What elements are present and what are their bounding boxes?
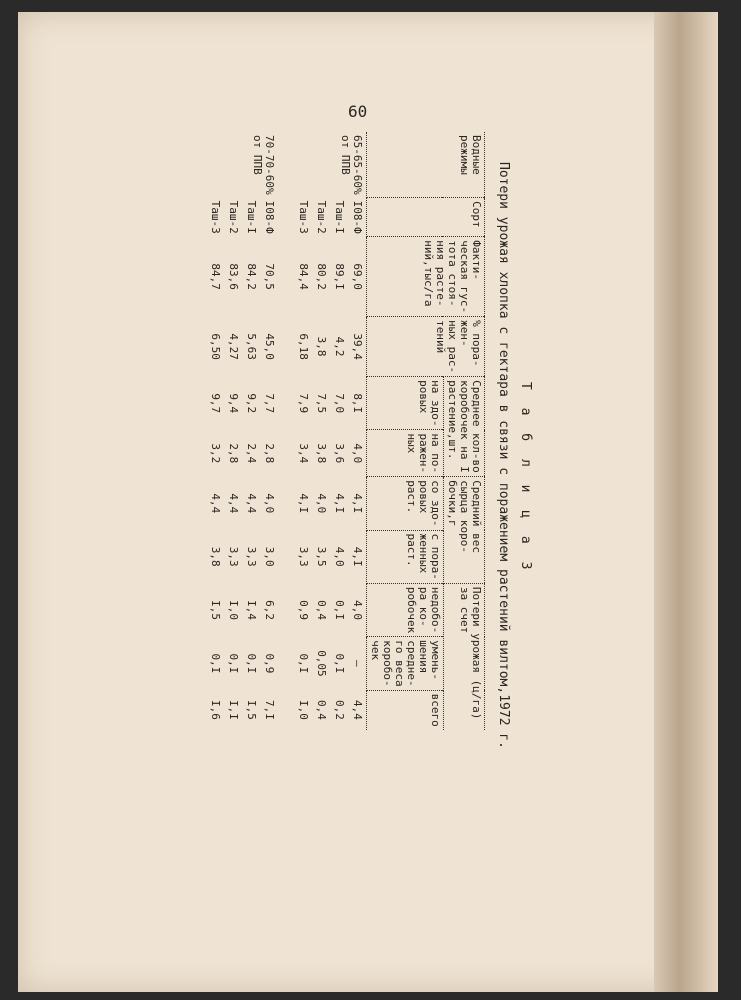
weight-affected-cell: 3,3 <box>245 546 258 567</box>
affected-cell: 6,18 <box>297 333 310 360</box>
bolls-healthy-cell: 7,5 <box>315 393 328 414</box>
loss-weight-cell: 0,05 <box>315 650 328 677</box>
water-regime-cell: 65-65-60% от ППВ <box>339 135 364 195</box>
weight-healthy-cell: 4,I <box>333 493 346 514</box>
table-row <box>242 132 260 730</box>
header-variety: Сорт <box>367 198 485 237</box>
weight-healthy-cell: 4,0 <box>315 493 328 514</box>
bolls-affected-cell: 3,2 <box>209 443 222 464</box>
density-cell: 84,4 <box>297 263 310 290</box>
weight-healthy-cell: 4,4 <box>227 493 240 514</box>
bolls-affected-cell: 3,8 <box>315 443 328 464</box>
bolls-healthy-cell: 7,7 <box>263 393 276 414</box>
bolls-affected-cell: 4,0 <box>351 443 364 464</box>
header-weight-healthy: со здо- ровых раст. <box>367 477 444 530</box>
loss-total-cell: I,I <box>227 700 240 720</box>
table-row <box>224 132 242 730</box>
loss-total-cell: I,6 <box>209 700 222 720</box>
weight-affected-cell: 3,3 <box>227 546 240 567</box>
loss-total-cell: I,5 <box>245 700 258 720</box>
header-bolls-affected: на по- ражен- ных <box>367 430 444 477</box>
weight-affected-cell: 4,0 <box>333 546 346 567</box>
loss-underbolls-cell: 6,2 <box>263 600 276 621</box>
table-row <box>294 132 312 730</box>
header-loss-underbolls: недобо- ра ко- робочек <box>367 583 444 636</box>
loss-total-cell: I,0 <box>297 700 310 720</box>
loss-total-cell: 0,4 <box>315 700 328 720</box>
book-gutter <box>654 12 718 992</box>
density-cell: 70,5 <box>263 263 276 290</box>
bolls-affected-cell: 3,6 <box>333 443 346 464</box>
weight-healthy-cell: 4,I <box>351 493 364 514</box>
data-table <box>206 132 485 730</box>
bolls-healthy-cell: 9,4 <box>227 393 240 414</box>
weight-affected-cell: 3,3 <box>297 546 310 567</box>
variety-cell: Таш-I <box>245 200 258 234</box>
water-regime-cell: 70-70-60% от ППВ <box>251 135 276 195</box>
variety-cell: Таш-2 <box>315 200 328 234</box>
loss-total-cell: 4,4 <box>351 700 364 720</box>
loss-underbolls-cell: 4,0 <box>351 600 364 621</box>
variety-cell: I08-Ф <box>263 200 276 234</box>
density-cell: 69,0 <box>351 263 364 290</box>
weight-healthy-cell: 4,4 <box>245 493 258 514</box>
density-cell: 89,I <box>333 263 346 290</box>
bolls-healthy-cell: 9,2 <box>245 393 258 414</box>
affected-cell: 5,63 <box>245 333 258 360</box>
book-page <box>18 12 718 992</box>
header-loss-total: всего <box>367 690 444 730</box>
page-number: 60 <box>348 102 368 121</box>
bolls-healthy-cell: 7,0 <box>333 393 346 414</box>
variety-cell: Таш-3 <box>209 200 222 234</box>
variety-cell: Таш-2 <box>227 200 240 234</box>
rotated-table-block <box>209 132 553 892</box>
header-loss-group: Потери урожая (ц/га) за счет <box>444 583 485 729</box>
table-row <box>312 132 330 730</box>
loss-weight-cell: 0,I <box>245 653 258 674</box>
weight-affected-cell: 3,8 <box>209 546 222 567</box>
bolls-affected-cell: 2,8 <box>263 443 276 464</box>
density-cell: 80,2 <box>315 263 328 290</box>
table-row <box>348 132 367 730</box>
header-bolls-healthy: на здо- ровых <box>367 377 444 430</box>
weight-affected-cell: 3,5 <box>315 546 328 567</box>
loss-underbolls-cell: I,0 <box>227 600 240 621</box>
header-affected-percent: % пора- жен- ных рас- тений <box>367 317 485 377</box>
loss-underbolls-cell: I,5 <box>209 600 222 621</box>
bolls-affected-cell: 2,8 <box>227 443 240 464</box>
bolls-affected-cell: 3,4 <box>297 443 310 464</box>
loss-weight-cell: 0,I <box>333 653 346 674</box>
weight-healthy-cell: 4,4 <box>209 493 222 514</box>
loss-underbolls-cell: 0,4 <box>315 600 328 621</box>
bolls-healthy-cell: 8,I <box>351 393 364 414</box>
header-bolls-group: Среднее кол-во коробочек на I растение,шт. <box>444 377 485 477</box>
density-cell: 83,6 <box>227 263 240 290</box>
variety-cell: I08-Ф <box>351 200 364 234</box>
loss-weight-cell: 0,I <box>227 653 240 674</box>
loss-weight-cell: 0,I <box>297 653 310 674</box>
header-density: Факти- ческая гус- тота стоя- ния расте- ний,тыс/га <box>367 237 485 317</box>
weight-healthy-cell: 4,I <box>297 493 310 514</box>
weight-affected-cell: 4,I <box>351 546 364 567</box>
weight-healthy-cell: 4,0 <box>263 493 276 514</box>
variety-cell: Таш-3 <box>297 200 310 234</box>
affected-cell: 39,4 <box>351 333 364 360</box>
affected-cell: 45,0 <box>263 333 276 360</box>
loss-weight-cell: 0,I <box>209 653 222 674</box>
affected-cell: 3,8 <box>315 336 328 357</box>
header-water-regime: Водные режимы <box>367 132 485 198</box>
table-row <box>206 132 224 730</box>
variety-cell: Таш-I <box>333 200 346 234</box>
loss-underbolls-cell: I,4 <box>245 600 258 621</box>
bolls-healthy-cell: 7,9 <box>297 393 310 414</box>
affected-cell: 4,2 <box>333 336 346 357</box>
density-cell: 84,2 <box>245 263 258 290</box>
table-row <box>260 132 278 730</box>
loss-total-cell: 0,2 <box>333 700 346 720</box>
loss-underbolls-cell: 0,I <box>333 600 346 621</box>
header-loss-weight: умень- шения средне- го веса коробо- чек <box>367 637 444 690</box>
loss-weight-cell: — <box>351 660 364 667</box>
bolls-affected-cell: 2,4 <box>245 443 258 464</box>
bolls-healthy-cell: 9,7 <box>209 393 222 414</box>
table-row <box>330 132 348 730</box>
table-title: Потери урожая хлопка с гектара в связи с поражением растений вилтом,1972 г. <box>496 162 511 749</box>
loss-underbolls-cell: 0,9 <box>297 600 310 621</box>
header-weight-group: Средний вес сырца коро- бочки,г <box>444 477 485 584</box>
weight-affected-cell: 3,0 <box>263 546 276 567</box>
affected-cell: 4,27 <box>227 333 240 360</box>
table-label: Т а б л и ц а 3 <box>518 382 533 575</box>
loss-total-cell: 7,I <box>263 700 276 720</box>
header-weight-affected: с пора- женных раст. <box>367 530 444 583</box>
loss-weight-cell: 0,9 <box>263 653 276 674</box>
affected-cell: 6,50 <box>209 333 222 360</box>
density-cell: 84,7 <box>209 263 222 290</box>
